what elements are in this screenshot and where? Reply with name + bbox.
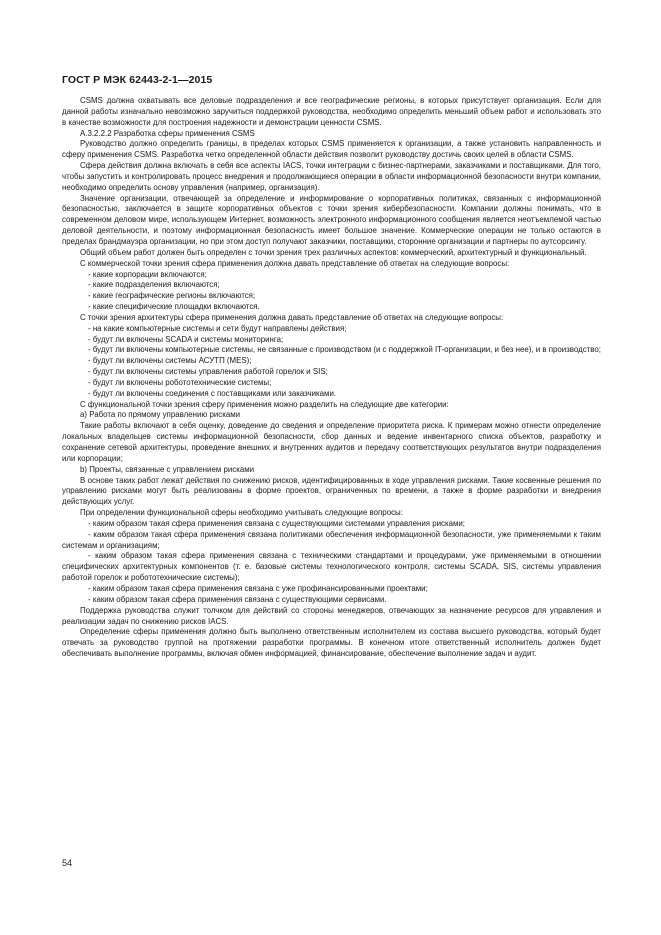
paragraph: С точки зрения архитектуры сфера применения должна давать представление об ответах на следующие вопросы: (80, 312, 504, 322)
list-item: - будут ли включены SCADA и системы мониторинга; (88, 334, 284, 344)
list-item: - будут ли включены робототехнические системы; (88, 377, 272, 387)
list-item: - какие географические регионы включаются; (88, 291, 256, 301)
list-item: - какие корпорации включаются; (88, 269, 207, 279)
paragraph: Руководство должно определить границы, в пределах которых CSMS применяется к организации, а также установить направленность и сферу применения CSMS. Разработка четко определенной области действия позволит руководству достичь своих целей в области CSMS. (62, 139, 601, 160)
page-number: 54 (62, 858, 73, 868)
paragraph: С коммерческой точки зрения сфера применения должна давать представление об ответах на следующие вопросы: (80, 258, 510, 268)
document-header-title: ГОСТ Р МЭК 62443-2-1—2015 (62, 74, 213, 86)
list-item: - каким образом такая сфера применения связана с уже профинансированными проектами; (88, 583, 428, 593)
paragraph: В основе таких работ лежат действия по снижению рисков, идентифицированных в ходе управления рисками. Такие косвенные решения по управлению рисками могут быть реализованы в форме проектов, ограниченных по времени, а также в форме разработки и внедрения действующих услуг. (62, 475, 601, 507)
paragraph: Поддержка руководства служит толчком для действий со стороны менеджеров, отвечающих за назначение ресурсов для управления и реализации задач по снижению рисков IACS. (62, 605, 601, 626)
list-item: - будут ли включены системы управления работой горелок и SIS; (88, 367, 328, 377)
paragraph: С функциональной точки зрения сферу применения можно разделить на следующие две категории: (80, 399, 449, 409)
list-item: - будут ли включены системы АСУТП (MES); (88, 356, 252, 366)
paragraph: CSMS должна охватывать все деловые подразделения и все географические регионы, в которых присутствует организация. Если для данной работы изначально невозможно заручиться поддержкой руководства, необходимо определить меньший объем работ и использовать это в качестве возможности для построения надежности и демонстрации ценности CSMS. (62, 96, 601, 127)
paragraph: b) Проекты, связанные с управлением рисками (80, 464, 255, 474)
list-item: - каким образом такая сфера применения связана с техническими стандартами и процедурами, уже применяемыми в отношении специфических архитектурных компонентов (т. е. базовые системы технологического контроля, системы SCADA, SIS, системы управления работой горелок и робототехнические системы); (62, 551, 601, 583)
paragraph: А.3.2.2.2 Разработка сферы применения CSMS (80, 128, 255, 138)
list-item: - каким образом такая сфера применения связана с существующими системами управления рисками; (88, 518, 465, 528)
list-item: - каким образом такая сфера применения связана с существующими сервисами. (88, 594, 387, 604)
list-item: - на какие компьютерные системы и сети будут направлены действия; (88, 323, 347, 333)
list-item: - каким образом такая сфера применения связана политиками обеспечения информационной безопасности, уже применяемыми к таким системам и организациям; (62, 529, 601, 550)
list-item: - какие специфические площадки включаются. (88, 302, 260, 312)
paragraph: Общий объем работ должен быть определен с точки зрения трех различных аспектов: коммерческий, архитектурный и функциональный. (80, 247, 587, 257)
paragraph: Такие работы включают в себя оценку, доведение до сведения и определение приоритета риска. К примерам можно отнести определение локальных владельцев системы информационной безопасности, сбор данных и ведение инвентарного списка объектов, разработку и сохранение сетевой архитектуры, проведение внешних и внутренних аудитов и передачу соответствующих результатов внутри подразделения или корпорации; (62, 421, 601, 463)
document-body (62, 96, 601, 660)
paragraph: Сфера действия должна включать в себя все аспекты IACS, точки интеграции с бизнес-партнерами, заказчиками и поставщиками. Для того, чтобы запустить и контролировать процесс внедрения и продолжающиеся операции в области информационной безопасности внутри компании, необходимо определить основу управления (например, организация). (62, 161, 601, 192)
list-item: - какие подразделения включаются; (88, 280, 220, 290)
paragraph: Определение сферы применения должно быть выполнено ответственным исполнителем из состава высшего руководства, который будет отвечать за руководство группой на протяжении разработки программы. В конечном итоге ответственный исполнитель должен будет обеспечивать выполнение программы, включая обмен информацией, финансирование, обеспечение выполнение задач и аудит. (62, 627, 601, 659)
list-item: - будут ли включены компьютерные системы, не связанные с производством (и с поддержкой IT-организации, и без нее), и в производство; (88, 345, 601, 355)
paragraph: а) Работа по прямому управлению рисками (80, 410, 241, 420)
paragraph: Значение организации, отвечающей за определение и информирование о корпоративных политиках, связанных с информационной безопасностью, заключается в защите корпоративных объектов с точки зрения кибербезопасности. Компании должны понимать, что в современном деловом мире, использующем Интернет, возможность электронного информационного сообщения является неотъемлемой частью деловой деятельности, и поэтому информационная безопасность имеет большое значение. Коммерческие операции не только остаются в пределах брандмауэра организации, но при этом доступ получают заказчики, поставщики, сторонние организации и партнеры по аутсорсингу. (62, 193, 601, 246)
list-item: - будут ли включены соединения с поставщиками или заказчиками. (88, 388, 337, 398)
paragraph: При определении функциональной сферы необходимо учитывать следующие вопросы: (80, 508, 403, 518)
